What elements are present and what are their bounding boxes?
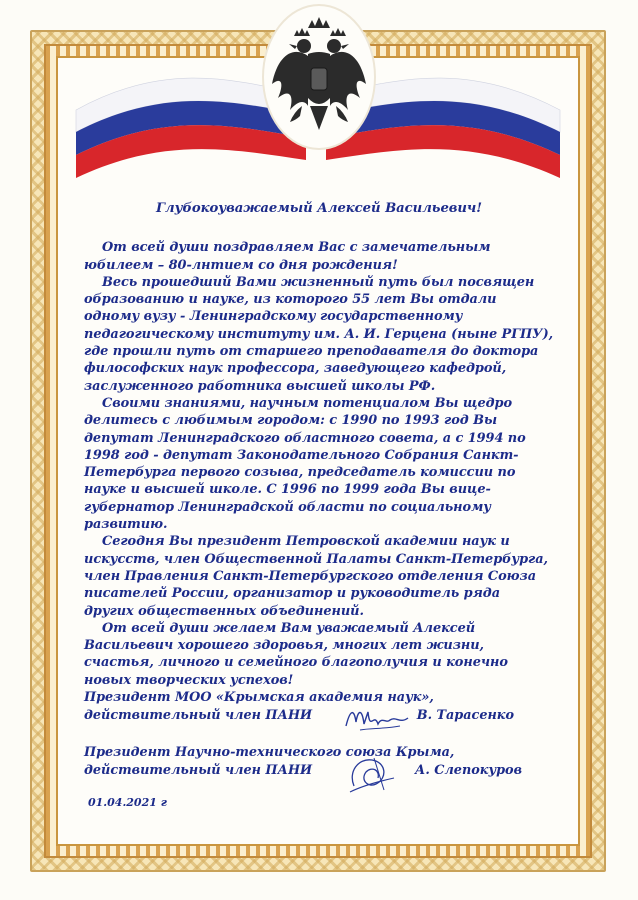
signatory-membership: действительный член ПАНИ bbox=[84, 763, 313, 778]
letter-body bbox=[84, 200, 554, 689]
paragraph-career: Весь прошедший Вами жизненный путь был посвящен образованию и науке, из которого 55 лет Вы отдали одному вузу - Ленинградскому государственному педагогическому институту им. А. И. Герцена (ныне РГПУ), где прошли путь от старшего преподавателя до доктора философских наук профессора, заведующего кафедрой, заслуженного работника высшей школы РФ. bbox=[84, 274, 554, 394]
double-headed-eagle-coat-of-arms-icon bbox=[264, 6, 374, 148]
signature-block-1 bbox=[84, 689, 554, 725]
signatory-name: В. Тарасенко bbox=[416, 708, 514, 723]
handwritten-signature-2 bbox=[344, 752, 400, 798]
letter-date: 01.04.2021 г bbox=[88, 796, 167, 809]
signatory-title: Президент МОО «Крымская академия наук», bbox=[84, 690, 434, 705]
signatory-membership: действительный член ПАНИ bbox=[84, 708, 313, 723]
paragraph-congratulation: От всей души поздравляем Вас с замечательным юбилеем – 80-лнтием со дня рождения! bbox=[84, 240, 491, 273]
signatory-name: А. Слепокуров bbox=[414, 763, 522, 778]
paragraph-wishes: От всей души желаем Вам уважаемый Алексей Васильевич хорошего здоровья, многих лет жизни, счастья, личного и семейного благополучия и конечно новых творческих успехов! bbox=[84, 620, 508, 688]
paragraph-present-roles: Сегодня Вы президент Петровской академии наук и искусств, член Общественной Палаты Санкт-Петербурга, член Правления Санкт-Петербургского отделения Союза писателей России, организатор и руководитель ряда других общественных объединений. bbox=[84, 534, 548, 619]
signature-block-2 bbox=[84, 744, 554, 780]
greeting: Глубокоуважаемый Алексей Васильевич! bbox=[155, 201, 483, 216]
paragraph-public-service: Своими знаниями, научным потенциалом Вы щедро делитесь с любимым городом: с 1990 по 1993 год Вы депутат Ленинградского областного совета, а с 1994 по 1998 год - депутат Законодательного Собрания Санкт-Петербурга первого созыва, председатель комиссии по науке и высшей школе. С 1996 по 1999 года Вы вице-губернатор Ленинградской области по социальному развитию. bbox=[84, 395, 526, 533]
handwritten-signature-1 bbox=[340, 702, 412, 738]
emblem-medallion bbox=[264, 6, 374, 148]
signatory-title: Президент Научно-технического союза Крыма, bbox=[84, 745, 455, 760]
